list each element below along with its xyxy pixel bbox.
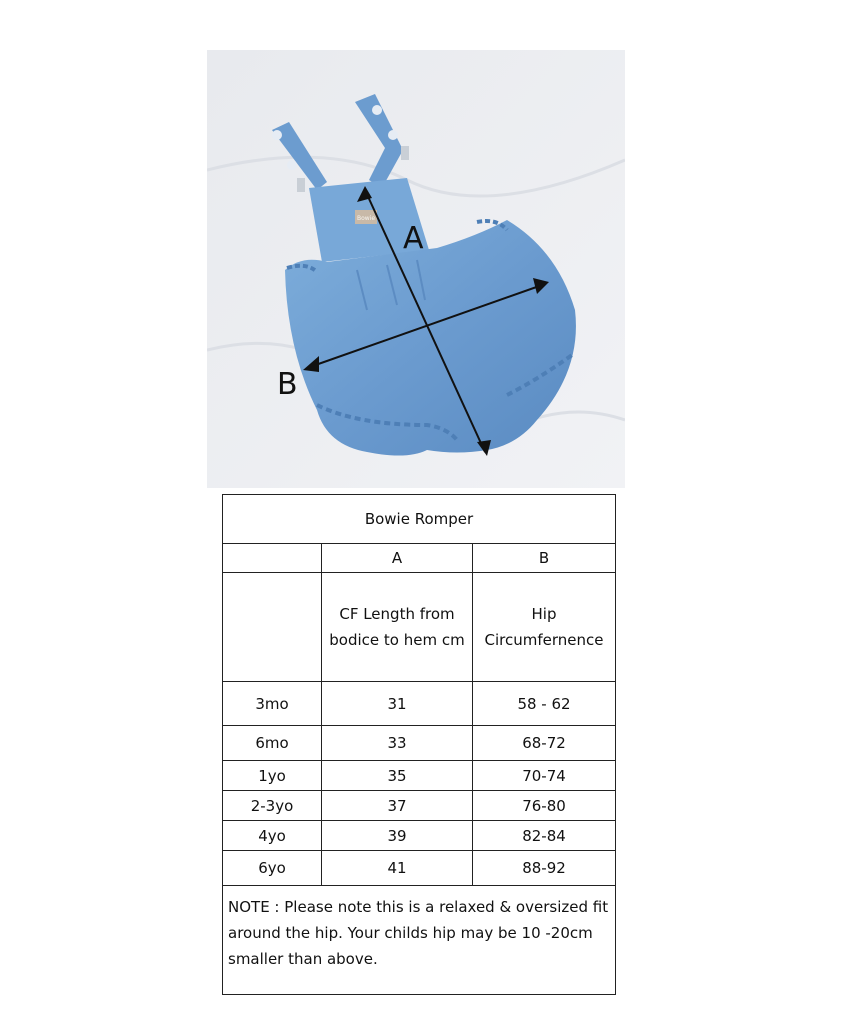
- column-a-description-line: CF Length from: [339, 605, 455, 623]
- size-chart-table: [222, 494, 616, 995]
- table-row: [223, 761, 616, 791]
- button-icon: [287, 160, 297, 170]
- label-b: B: [277, 367, 298, 402]
- button-icon: [272, 130, 282, 140]
- value-b: 58 - 62: [473, 682, 616, 726]
- value-b: 88-92: [473, 851, 616, 886]
- table-row: [223, 851, 616, 886]
- value-b: 82-84: [473, 821, 616, 851]
- column-b-description-line: Circumfernence: [484, 631, 604, 649]
- value-b: 76-80: [473, 791, 616, 821]
- column-a-description: [322, 573, 473, 682]
- value-a: 37: [322, 791, 473, 821]
- column-b-description: [473, 573, 616, 682]
- table-row: [223, 726, 616, 761]
- clip-icon: [297, 178, 305, 192]
- size-label: 4yo: [223, 821, 322, 851]
- empty-cell: [223, 544, 322, 573]
- button-icon: [372, 105, 382, 115]
- size-label: 2-3yo: [223, 791, 322, 821]
- label-a: A: [403, 221, 424, 256]
- column-letter-row: [223, 544, 616, 573]
- empty-cell: [223, 573, 322, 682]
- value-b: 70-74: [473, 761, 616, 791]
- column-a-description-line: bodice to hem cm: [329, 631, 465, 649]
- fit-note: NOTE : Please note this is a relaxed & oversized fit around the hip. Your childs hip may be 10 -20cm smaller than above.: [223, 886, 616, 995]
- column-a-header: A: [322, 544, 473, 573]
- note-row: [223, 886, 616, 995]
- button-icon: [388, 130, 398, 140]
- size-label: 6mo: [223, 726, 322, 761]
- size-label: 1yo: [223, 761, 322, 791]
- size-label: 3mo: [223, 682, 322, 726]
- value-a: 39: [322, 821, 473, 851]
- table-title-row: [223, 495, 616, 544]
- badge-text: Bowie: [356, 215, 376, 222]
- value-a: 41: [322, 851, 473, 886]
- clip-icon: [401, 146, 409, 160]
- value-a: 35: [322, 761, 473, 791]
- column-b-description-line: Hip: [531, 605, 557, 623]
- table-row: [223, 791, 616, 821]
- value-a: 31: [322, 682, 473, 726]
- value-b: 68-72: [473, 726, 616, 761]
- column-description-row: [223, 573, 616, 682]
- value-a: 33: [322, 726, 473, 761]
- product-photo: [207, 50, 625, 488]
- table-title: Bowie Romper: [223, 495, 616, 544]
- table-row: [223, 821, 616, 851]
- romper-illustration: [207, 50, 625, 488]
- table-row: [223, 682, 616, 726]
- size-label: 6yo: [223, 851, 322, 886]
- column-b-header: B: [473, 544, 616, 573]
